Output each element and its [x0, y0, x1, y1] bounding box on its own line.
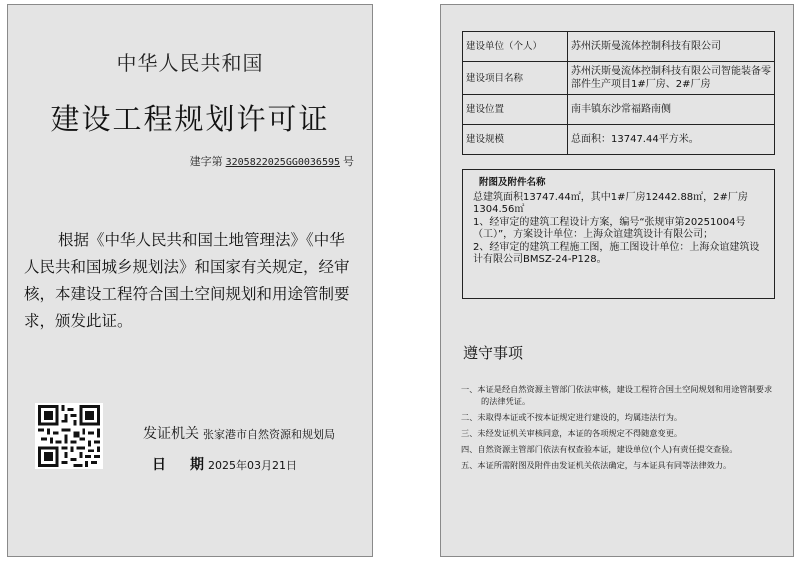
notice-item: 五、本证所需附图及附件由发证机关依法确定，与本证具有同等法律效力。: [461, 460, 732, 470]
date-label: 日期: [152, 457, 228, 473]
notice-item: 三、未经发证机关审核同意，本证的各项规定不得随意变更。: [461, 428, 683, 438]
notice-item: 一、本证是经自然资源主管部门依法审核，建设工程符合国土空间规划和用途管制要求的法律凭证。: [461, 384, 773, 406]
row-label-project-name: 建设项目名称: [463, 62, 568, 95]
notice-item: 四、自然资源主管部门依法有权查验本证，建设单位(个人)有责任提交查验。: [461, 444, 738, 454]
row-value-scale: 总面积：13747.44平方米。: [568, 125, 775, 155]
date-value: 2025年03月21日: [208, 459, 297, 472]
cert-no-value: 3205822025GG0036595: [225, 157, 340, 168]
certificate-body-text: 根据《中华人民共和国土地管理法》《中华人民共和国城乡规划法》和国家有关规定，经审核，本建设工程符合国土空间规划和用途管制要求，颁发此证。: [24, 231, 350, 330]
cert-no-prefix: 建字第: [189, 155, 223, 168]
table-row: [463, 32, 775, 62]
attachment-line: 总建筑面积13747.44㎡，其中1#厂房12442.88㎡，2#厂房1304.56㎡: [473, 191, 748, 215]
certificate-left-page: [7, 4, 373, 557]
row-value-location: 南丰镇东沙常福路南侧: [568, 95, 775, 125]
issuer-value: 张家港市自然资源和规划局: [203, 428, 335, 441]
qr-code-icon: [35, 403, 103, 469]
row-value-project-name: 苏州沃斯曼流体控制科技有限公司智能装备零部件生产项目1#厂房、2#厂房: [568, 62, 775, 95]
country-header: 中华人民共和国: [116, 51, 264, 75]
attachments-title: 附图及附件名称: [479, 177, 546, 188]
notice-title: 遵守事项: [463, 344, 524, 362]
project-info-table: [462, 31, 775, 155]
attachments-box: [462, 169, 775, 299]
certificate-title: 建设工程规划许可证: [50, 102, 330, 136]
table-row: [463, 125, 775, 155]
row-label-scale: 建设规模: [463, 125, 568, 155]
attachment-line: 2、经审定的建筑工程施工图，施工图设计单位：上海众谊建筑设计有限公司BMSZ-24-P128。: [473, 241, 760, 265]
attachment-line: 1、经审定的建筑工程设计方案，编号“张规审第20251004号（工）”，方案设计单位：上海众谊建筑设计有限公司；: [473, 216, 746, 240]
certificate-right-page: [440, 4, 794, 557]
issuer-row: [143, 423, 335, 443]
date-row: [152, 454, 297, 474]
notice-item: 二、未取得本证或不按本证规定进行建设的，均属违法行为。: [461, 412, 683, 422]
cert-no-suffix: 号: [343, 155, 354, 168]
table-row: [463, 95, 775, 125]
row-label-location: 建设位置: [463, 95, 568, 125]
row-label-builder: 建设单位（个人）: [463, 32, 568, 62]
row-value-builder: 苏州沃斯曼流体控制科技有限公司: [568, 32, 775, 62]
notice-list: [461, 383, 777, 475]
certificate-number: [190, 153, 354, 169]
table-row: [463, 62, 775, 95]
issuer-label: 发证机关: [143, 426, 199, 442]
